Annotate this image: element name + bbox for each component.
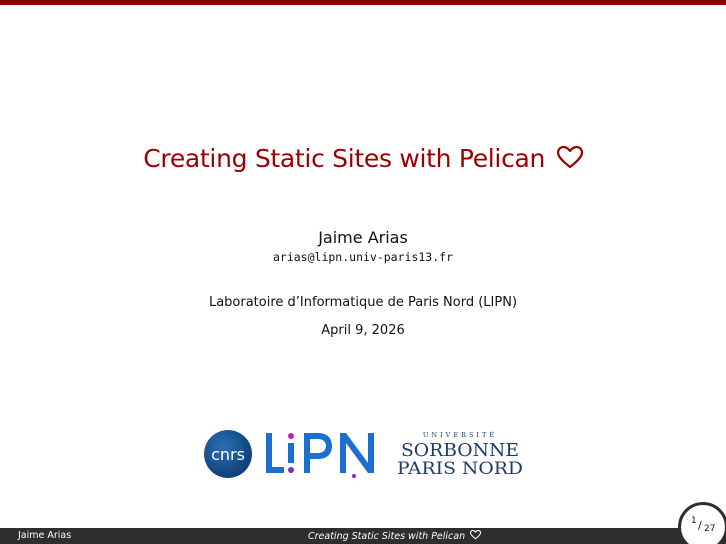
presentation-date: April 9, 2026 (321, 323, 405, 338)
footer-author: Jaime Arias (18, 530, 72, 541)
institute-name: Laboratoire d’Informatique de Paris Nord (LIPN) (208, 295, 518, 310)
top-accent-bar (0, 0, 726, 5)
usp-logo-middle-text: SORBONNE (401, 440, 519, 461)
cnrs-logo-text: cnrs (211, 445, 245, 464)
page-total: 27 (704, 524, 716, 534)
slide-title (0, 144, 726, 176)
heart-outline-icon (470, 530, 481, 543)
page-number-badge (678, 502, 726, 544)
lipn-logo (264, 428, 380, 484)
page-current: 1 (691, 516, 697, 526)
footer-title (308, 530, 481, 543)
page-separator: / (698, 519, 702, 532)
logos-row (200, 426, 530, 482)
cnrs-logo (202, 428, 254, 484)
usp-logo-bottom-text: PARIS NORD (397, 459, 523, 479)
usp-logo-top-text: UNIVERSITÉ (422, 431, 498, 439)
slide-title-text: Creating Static Sites with Pelican (143, 144, 546, 173)
author-email: arias@lipn.univ-paris13.fr (272, 250, 453, 264)
sorbonne-paris-nord-logo (394, 428, 526, 484)
footer-bar (0, 528, 726, 544)
author-name: Jaime Arias (318, 228, 408, 247)
page-number-circle (678, 502, 726, 544)
heart-outline-icon (557, 146, 583, 176)
footer-title-text: Creating Static Sites with Pelican (308, 531, 466, 542)
